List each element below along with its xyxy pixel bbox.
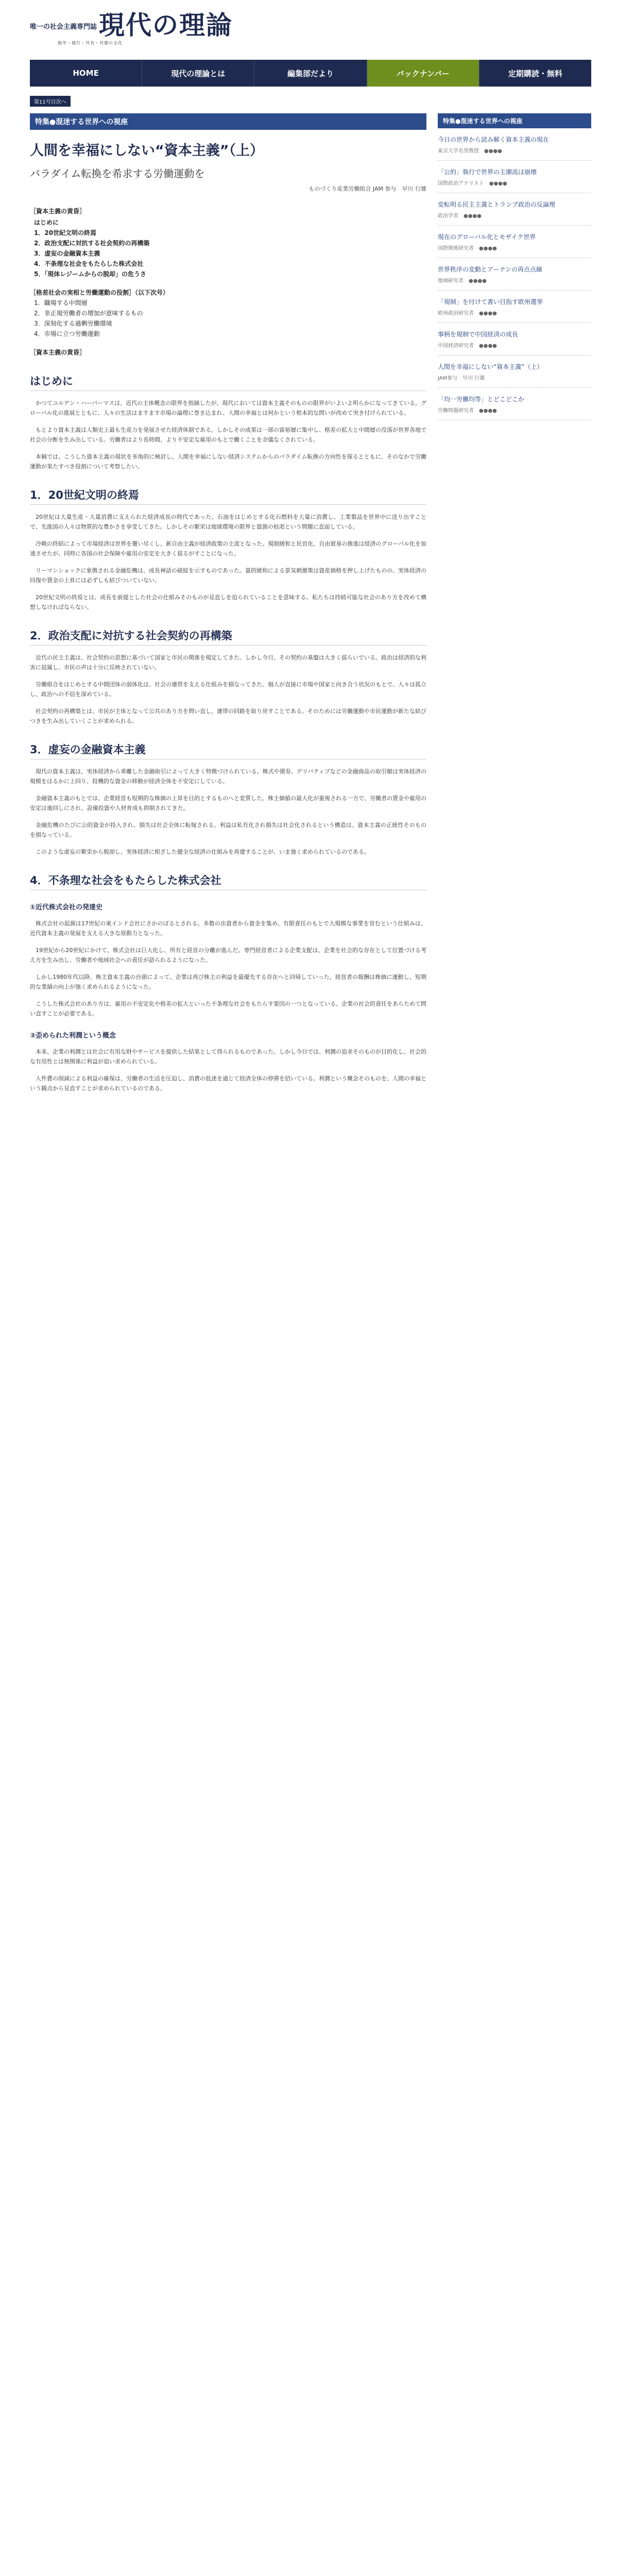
nav-home[interactable]: HOME	[30, 60, 142, 87]
article-subtitle: パラダイム転換を希求する労働運動を	[30, 167, 205, 180]
nav-about[interactable]: 現代の理論とは	[142, 60, 254, 87]
sidebar-heading: 特集●混迷する世界への視座	[438, 113, 591, 128]
sidebar-article-author: 欧州政治研究者 ●●●●	[438, 311, 497, 316]
table-of-contents	[30, 206, 426, 358]
main-nav	[30, 60, 591, 87]
body-paragraph: 現代の資本主義は、実体経済から乖離した金融取引によって大きく特徴づけられている。株式や債券、デリバティブなどの金融商品の取引額は実体経済の規模をはるかに上回り、投機的な資金の移動が経済全体を不安定にしている。	[30, 768, 426, 785]
subsection-heading: ①近代株式会社の発達史	[30, 904, 103, 911]
body-paragraph: 労働組合をはじめとする中間団体の弱体化は、社会の連帯を支える仕組みを損なってきた。個人が直接に市場や国家と向き合う状況のもとで、人々は孤立し、政治への不信を深めている。	[30, 681, 426, 698]
logo-subtitle: 独学・独行・共有・共感の文化	[58, 41, 123, 45]
toc-next-heading: ［格差社会の実相と労働運動の役割］（以下次号）	[30, 289, 169, 296]
body-paragraph: 19世紀から20世紀にかけて、株式会社は巨大化し、所有と経営の分離が進んだ。専門経営者による企業支配は、企業を社会的な存在として位置づける考え方を生み出し、労働者や地域社会への責任が語られるようになった。	[30, 947, 426, 963]
body-paragraph: 金融危機のたびに公的資金が投入され、損失は社会全体に転嫁される。利益は私有化され損失は社会化されるという構造は、資本主義の正統性そのものを損なっている。	[30, 822, 426, 838]
subsection-heading: ②歪められた利潤という概念	[30, 1032, 116, 1040]
sidebar-article-link[interactable]	[438, 193, 591, 226]
sidebar-article-title[interactable]: 今日の世界から読み解く資本主義の現在	[438, 136, 550, 143]
body-paragraph: 本稿では、こうした資本主義の現状を多角的に検討し、人間を幸福にしない経済システムからのパラダイム転換の方向性を探るとともに、そのなかで労働運動が果たすべき役割について考察したい。	[30, 453, 426, 470]
sidebar-article-title[interactable]: 「規制」を付けて書い目指す欧州選挙	[438, 298, 543, 306]
sidebar-article-link[interactable]	[438, 128, 591, 161]
toc-item: 3．深刻化する過剰労働環境	[34, 320, 112, 327]
body-paragraph: 近代の民主主義は、社会契約の思想に基づいて国家と市民の関係を規定してきた。しかし今日、その契約の基盤は大きく揺らいでいる。政治は経済的な利害に従属し、市民の声は十分に反映されていない。	[30, 654, 426, 671]
body-paragraph: 冷戦の終結によって市場経済は世界を覆い尽くし、新自由主義が経済政策の主流となった。規制緩和と民営化、自由貿易の推進は経済のグローバル化を加速させたが、同時に各国の社会保障や雇用の安定を大きく揺るがすことになった。	[30, 540, 426, 557]
sidebar-article-link[interactable]	[438, 388, 591, 420]
sidebar-article-link[interactable]	[438, 355, 591, 388]
sidebar-article-link[interactable]	[438, 226, 591, 258]
section-heading: 2．政治支配に対抗する社会契約の再構築	[30, 628, 426, 646]
toc-item[interactable]: 4．不条理な社会をもたらした株式会社	[34, 260, 144, 267]
sidebar-article-link[interactable]	[438, 323, 591, 355]
site-header	[0, 0, 618, 50]
section-heading: 3．虚妄の金融資本主義	[30, 741, 426, 759]
body-paragraph: このような虚妄の繁栄から脱却し、実体経済に根ざした健全な経済の仕組みを再建することが、いま強く求められているのである。	[36, 849, 370, 855]
article-byline: ものづくり産業労働組合 JAM 参与 早川 行雄	[308, 185, 426, 192]
sidebar-article-title[interactable]: 「公的」執行で世界の主潮流は崩壊	[438, 168, 537, 176]
body-paragraph: 20世紀文明の終焉とは、成長を前提とした社会の仕組みそのものが見直しを迫られていることを意味する。私たちは持続可能な社会のあり方を改めて構想しなければならない。	[30, 594, 426, 611]
nav-editorial[interactable]: 編集部だより	[254, 60, 367, 87]
sidebar-article-link[interactable]	[438, 291, 591, 323]
body-paragraph: かつてユルゲン・ハーバーマスは、近代の主体概念の限界を指摘したが、現代においては資本主義そのものの限界がいよいよ明らかになってきている。グローバル化の進展とともに、人々の生活はますます市場の論理に巻き込まれ、人間の幸福とは何かという根本的な問いが改めて突き付けられている。	[30, 400, 426, 416]
toc-item: 1．職場する中間層	[34, 299, 88, 307]
toc-heading: ［資本主義の黄昏］	[30, 208, 86, 215]
sidebar-article-author: 国際政治アナリスト ●●●●	[438, 181, 507, 187]
body-paragraph: しかし1980年代以降、株主資本主義の台頭によって、企業は再び株主の利益を最優先する存在へと回帰していった。経営者の報酬は株価に連動し、短期的な業績の向上が強く求められるようになった。	[30, 974, 426, 990]
article	[30, 113, 426, 1093]
nav-backnumber[interactable]: バックナンバー	[367, 60, 479, 87]
sidebar-article-title[interactable]: 「均一労働均等」とどこどこか	[438, 396, 525, 403]
nav-subscribe[interactable]: 定期購読・無料	[508, 69, 562, 78]
body-paragraph: リーマンショックに象徴される金融危機は、成長神話の破綻を示すものであった。量的緩和による景気刺激策は資産価格を押し上げたものの、実体経済の回復や賃金の上昇には必ずしも結びついていない。	[30, 567, 426, 584]
toc-item[interactable]: 3．虚妄の金融資本主義	[34, 250, 100, 257]
article-category: 特集●混迷する世界への視座	[30, 113, 426, 130]
sidebar-article-link[interactable]	[438, 161, 591, 193]
toc-item[interactable]: 5．「現体レジームからの脱却」の危うさ	[34, 270, 147, 278]
toc-item: 4．市場に立つ労働運動	[34, 330, 100, 337]
sidebar-article-author: 労働問題研究者 ●●●●	[438, 408, 497, 414]
body-paragraph: 社会契約の再構築とは、市民が主体となって公共のあり方を問い直し、連帯の回路を取り戻すことである。そのためには労働運動や市民運動が新たな結びつきを生み出していくことが求められる。	[30, 708, 426, 724]
sidebar-article-author: 中国経済研究者 ●●●●	[438, 343, 497, 349]
sidebar-article-author: JAM参与 早川 行雄	[438, 376, 485, 381]
issue-toc-link[interactable]: 第11号目次へ	[30, 96, 71, 107]
sidebar-article-title[interactable]: 事柄を規制で中国経済の成長	[438, 331, 519, 338]
body-paragraph: もとより資本主義は人類史上最も生産力を発展させた経済体制である。しかしその成果は一部の富裕層に集中し、格差の拡大と中間層の没落が世界各地で社会の分断を生み出している。労働者はより長時間、より不安定な雇用のもとで働くことを余儀なくされている。	[30, 427, 426, 443]
sidebar-article-title[interactable]: 世界秩序の変動とアーテンの再点点線	[438, 266, 543, 273]
body-paragraph: 金融資本主義のもとでは、企業経営も短期的な株価の上昇を目的とするものへと変質した。株主価値の最大化が重視される一方で、労働者の賃金や雇用の安定は後回しにされ、設備投資や人材育成も抑制されてきた。	[30, 795, 426, 811]
article-title: 人間を幸福にしない“資本主義”（上）	[30, 143, 264, 159]
body-paragraph: 株式会社の起源は17世紀の東インド会社にさかのぼるとされる。多数の出資者から資金を集め、有限責任のもとで大規模な事業を営むという仕組みは、近代資本主義の発展を支える大きな原動力となった。	[30, 920, 426, 937]
body-paragraph: 人件費の削減による利益の確保は、労働者の生活を圧迫し、消費の低迷を通じて経済全体の停滞を招いている。利潤という概念そのものを、人間の幸福という観点から見直すことが求められているのである。	[30, 1075, 426, 1092]
sidebar-article-title[interactable]: 人間を幸福にしない“資本主義”（上）	[438, 363, 543, 370]
section-heading: はじめに	[30, 373, 426, 391]
section-heading: 4．不条理な社会をもたらした株式会社	[30, 872, 426, 890]
site-logo[interactable]	[30, 12, 233, 38]
toc-item[interactable]: はじめに	[34, 219, 59, 226]
sidebar-article-link[interactable]	[438, 258, 591, 291]
sidebar-article-title[interactable]: 変転明る民主主義とトランプ政治の反論理	[438, 201, 556, 208]
toc-item: 2．非正規労働者の増加が意味するもの	[34, 310, 143, 317]
logo-tagline: 唯一の社会主義専門誌	[30, 23, 97, 31]
sidebar	[438, 113, 591, 420]
body-paragraph: 本来、企業の利潤とは社会に有用な財やサービスを提供した結果として得られるものであった。しかし今日では、利潤の追求そのものが目的化し、社会的な有用性とは無関係に利益が追い求められている。	[30, 1048, 426, 1065]
body-paragraph: 20世紀は大量生産・大量消費に支えられた経済成長の時代であった。石油をはじめとする化石燃料を大量に消費し、工業製品を世界中に送り出すことで、先進国の人々は物質的な豊かさを享受してきた。しかしその繁栄は地球環境の限界と資源の枯渇という問題に直面している。	[30, 514, 426, 530]
sidebar-article-author: 地域研究者 ●●●●	[438, 278, 487, 284]
part-heading: ［資本主義の黄昏］	[30, 349, 86, 356]
section-heading: 1．20世紀文明の終焉	[30, 487, 426, 505]
sidebar-article-title[interactable]: 現在のグローバル化とモザイク世界	[438, 233, 536, 241]
toc-item[interactable]: 2．政治支配に対抗する社会契約の再構築	[34, 240, 150, 247]
sidebar-article-author: 政治学者 ●●●●	[438, 213, 482, 219]
body-paragraph: こうした株式会社のあり方は、雇用の不安定化や格差の拡大といった不条理な社会をもたらす要因の一つとなっている。企業の社会的責任をあらためて問い直すことが必要である。	[30, 1001, 426, 1017]
sidebar-article-author: 東京大学名誉教授 ●●●●	[438, 148, 502, 154]
sidebar-article-author: 国際関係研究者 ●●●●	[438, 246, 497, 251]
toc-item[interactable]: 1．20世紀文明の終焉	[34, 229, 97, 236]
logo-title: 現代の理論	[99, 10, 233, 40]
